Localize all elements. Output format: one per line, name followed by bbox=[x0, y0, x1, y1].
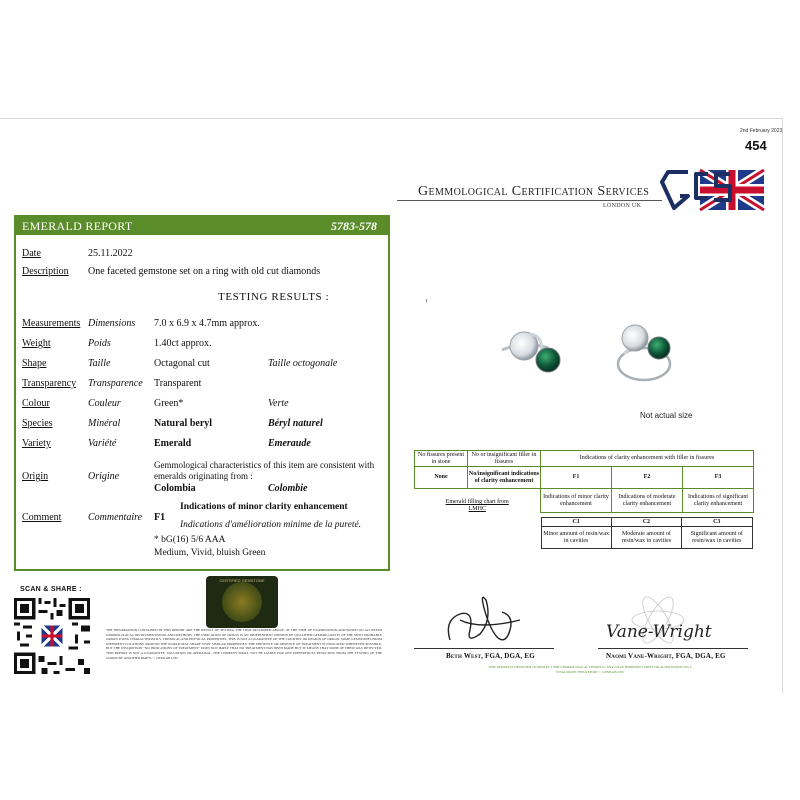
date-value: 25.11.2022 bbox=[88, 248, 133, 259]
f3-description: Indications of significant clarity enhancement bbox=[683, 489, 754, 513]
report-title: EMERALD REPORT bbox=[22, 219, 133, 233]
tick-mark bbox=[426, 299, 427, 302]
colour-label: Colour bbox=[22, 398, 50, 409]
gcs-logo-icon bbox=[660, 166, 768, 214]
origin-fr: Origine bbox=[88, 471, 120, 482]
f1-description: Indications of minor clarity enhancement bbox=[541, 489, 612, 513]
insignificant-cell: No/insignificant indications of clarity enhancement bbox=[468, 467, 541, 489]
comment-value: Indications of minor clarity enhancement bbox=[180, 502, 348, 512]
clarity-grade: F1 bbox=[154, 512, 166, 523]
shape-value-fr: Taille octogonale bbox=[268, 358, 338, 369]
c2-header: C2 bbox=[611, 518, 681, 527]
origin-label: Origin bbox=[22, 471, 49, 482]
none-cell: None bbox=[415, 467, 468, 489]
f3-header: F3 bbox=[683, 467, 754, 489]
disclaimer-text: THE INFORMATION CONTAINED IN THIS REPORT ARE THE RESULT OF TESTING THE ITEM DESCRIBED ABOVE, AT THE TIME OF EXAMINATION AND BASED ON ACCEPTED GEMMOLOGICAL INSTRUMENTATION AND METHODS. THE INDICATION OF ORIGIN IS AN INDEPENDENT OPINION OF QUALIFIED GEMMOLOGISTS OF THE MOST PROBABLE ORIGIN USING CHARACTERISTICS, CHEMICAL AND PHYSICAL PROPERTIES. THIS IS NOT A GUARANTEE OF THE COUNTRY OR REGION OF ORIGIN. SOME GEMSTONES FROM DIFFERENT LOCATIONS AROUND THE WORLD MAY SHARE VERY SIMILAR PROPERTIES. THE PRESENCE OR ABSENCE OF TREATMENT IS INDICATED WHENEVER POSSIBLE, BUT THE INSCRIPTION "NO INDICATIONS OF TREATMENT" DOES NOT IMPLY THAT NO TREATMENT HAS BEEN MADE BUT IT MEANS THAT NONE OF THEM WAS DETECTED. THIS REPORT IS NOT A GUARANTEE, VALUATION OR APPRAISAL. THE COMPANY SHALL NOT BE LIABLE FOR ANY DIFFERENCES RESULTING FROM THE TESTING OF THE GOODS BY ANOTHER PARTY. © GEMLAB LTD bbox=[106, 628, 382, 660]
col-no-fissures-header: No fissures present in stone bbox=[415, 451, 468, 467]
measurements-value: 7.0 x 6.9 x 4.7mm approx. bbox=[154, 318, 260, 329]
origin-statement: Gemmological characteristics of this item are consistent with emeralds originating from : bbox=[154, 460, 375, 481]
shape-fr: Taille bbox=[88, 358, 111, 369]
species-fr: Minéral bbox=[88, 418, 121, 429]
species-value: Natural beryl bbox=[154, 418, 213, 429]
measurements-fr: Dimensions bbox=[88, 318, 136, 329]
variety-value: Emerald bbox=[154, 438, 192, 449]
security-fine-print: THIS REPORT IS DESIGNED TO PROTECT THE GEMMOLOGICAL FINDINGS. ANY UNAUTHORISED COPIES OR ALTERATIONS WILL INVALIDATE THIS REPORT © GEMLAB LTD bbox=[488, 665, 692, 674]
variety-fr: Variété bbox=[88, 438, 117, 449]
clarity-enhancement-table bbox=[414, 450, 754, 553]
comment-label: Comment bbox=[22, 512, 62, 523]
comment-value-fr: Indications d'amélioration minime de la pureté. bbox=[180, 520, 362, 530]
colour-value: Green* bbox=[154, 398, 184, 409]
f2-description: Indications of moderate clarity enhancement bbox=[612, 489, 683, 513]
signature-left-icon bbox=[440, 590, 540, 650]
c1-header: C1 bbox=[541, 518, 611, 527]
qr-code-icon[interactable] bbox=[14, 598, 90, 674]
document-number: 454 bbox=[745, 138, 767, 153]
brand-location: LONDON UK bbox=[603, 203, 642, 209]
signatory-left-name: Beth West, FGA, DGA, EG bbox=[446, 652, 535, 660]
shape-label: Shape bbox=[22, 358, 47, 369]
ring-side-view-icon bbox=[618, 325, 670, 380]
measurements-label: Measurements bbox=[22, 318, 81, 329]
weight-fr: Poids bbox=[88, 338, 111, 349]
c3-description: Significant amount of resin/wax in cavities bbox=[682, 527, 752, 549]
colour-value-fr: Verte bbox=[268, 398, 289, 409]
species-label: Species bbox=[22, 418, 53, 429]
ring-photo bbox=[496, 320, 706, 390]
cavity-table bbox=[541, 517, 753, 549]
comment-fr: Commentaire bbox=[88, 512, 143, 523]
variety-label: Variety bbox=[22, 438, 51, 449]
transparency-fr: Transparence bbox=[88, 378, 143, 389]
hologram-icon bbox=[222, 582, 262, 622]
transparency-label: Transparency bbox=[22, 378, 77, 389]
colour-code: * bG(16) 5/6 AAA bbox=[154, 535, 226, 545]
variety-value-fr: Emeraude bbox=[268, 438, 311, 449]
seal-text: CERTIFIED GEMSTONE bbox=[219, 578, 265, 583]
f2-header: F2 bbox=[612, 467, 683, 489]
description-label: Description bbox=[22, 266, 69, 277]
description-value: One faceted gemstone set on a ring with old cut diamonds bbox=[88, 266, 321, 277]
c1-description: Minor amount of resin/wax in cavities bbox=[541, 527, 611, 549]
report-number: 5783-578 bbox=[331, 219, 377, 233]
c2-description: Moderate amount of resin/wax in cavities bbox=[611, 527, 681, 549]
security-seal bbox=[206, 576, 278, 628]
signature-right-line bbox=[598, 648, 748, 649]
filling-chart-label: Emerald filling chart from LMHC bbox=[445, 499, 509, 512]
testing-results-heading: TESTING RESULTS : bbox=[218, 291, 330, 303]
document-date: 2nd February 2023 bbox=[740, 128, 783, 134]
colour-description: Medium, Vivid, bluish Green bbox=[154, 548, 266, 558]
not-actual-size-caption: Not actual size bbox=[640, 411, 693, 420]
weight-label: Weight bbox=[22, 338, 51, 349]
weight-value: 1.40ct approx. bbox=[154, 338, 212, 349]
signature-right-script: Vane-Wright bbox=[606, 622, 712, 642]
f1-header: F1 bbox=[541, 467, 612, 489]
origin-value-fr: Colombie bbox=[268, 483, 308, 494]
origin-value: Colombia bbox=[154, 483, 196, 494]
signatory-right-name: Naomi Vane-Wright, FGA, DGA, EG bbox=[606, 652, 726, 660]
brand-name: Gemmological Certification Services bbox=[418, 184, 650, 199]
colour-fr: Couleur bbox=[88, 398, 121, 409]
shape-value: Octagonal cut bbox=[154, 358, 210, 369]
scan-share-label: SCAN & SHARE : bbox=[20, 586, 82, 593]
brand-divider bbox=[397, 200, 662, 201]
col-enhancement-header: Indications of clarity enhancement with filler in fissures bbox=[541, 451, 754, 467]
transparency-value: Transparent bbox=[154, 378, 202, 389]
species-value-fr: Béryl naturel bbox=[268, 418, 323, 429]
qr-flag-icon bbox=[41, 625, 62, 646]
ring-front-view-icon bbox=[502, 332, 560, 372]
date-label: Date bbox=[22, 248, 41, 259]
signature-left-line bbox=[414, 648, 554, 649]
col-insignificant-header: No or insignificant filler in fissures bbox=[468, 451, 541, 467]
c3-header: C3 bbox=[682, 518, 752, 527]
